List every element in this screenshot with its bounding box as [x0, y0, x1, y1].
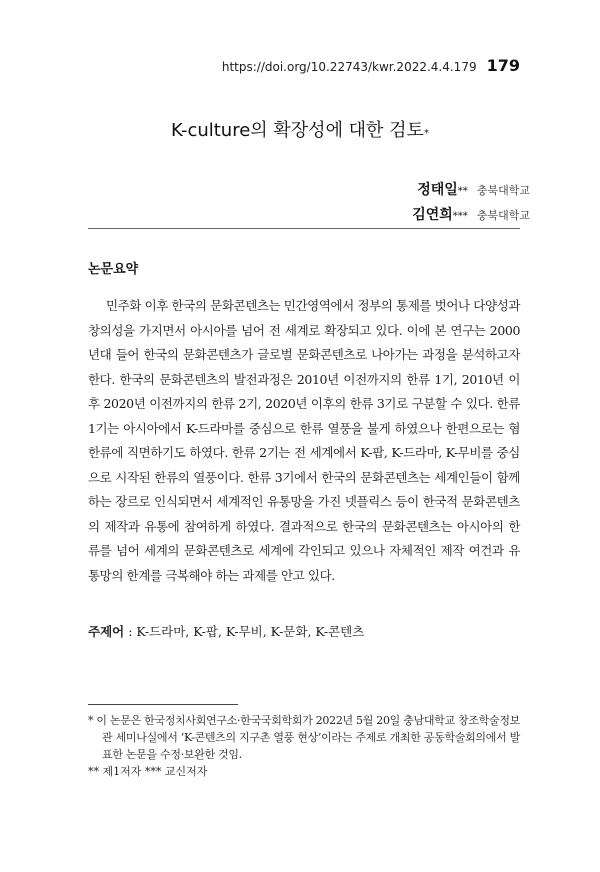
- footnote-divider: [88, 704, 238, 705]
- header-divider: [88, 228, 520, 229]
- abstract-body: 민주화 이후 한국의 문화콘텐츠는 민간영역에서 정부의 통제를 벗어나 다양성과 창의성을 가지면서 아시아를 넘어 전 세계로 확장되고 있다. 이에 본 연구는 2000년대 들어 한국의 문화콘텐츠가 글로벌 문화콘텐츠로 나아가는 과정을 분석하고자 한다. 한국의 문화콘텐츠의 발전과정은 2010년 이전까지의 한류 1기, 2010년 이후 2020년 이전까지의 한류 2기, 2020년 이후의 한류 3기로 구분할 수 있다. 한류 1기는 아시아에서 K-드라마를 중심으로 한류 열풍을 불게 하였으나 한편으로는 혐한류에 직면하기도 하였다. 한류 2기는 전 세계에서 K-팝, K-드라마, K-무비를 중심으로 시작된 한류의 열풍이다. 한류 3기에서 한국의 문화콘텐츠는 세계인들이 함께하는 장르로 인식되면서 세계적인 유통망을 가진 넷플릭스 등이 한국적 문화콘텐츠의 제작과 유통에 참여하게 하였다. 결과적으로 한국의 문화콘텐츠는 아시아의 한류를 넘어 세계의 문화콘텐츠로 세계에 각인되고 있으나 자체적인 제작 여건과 유통망의 한계를 극복해야 하는 과제를 안고 있다.: [88, 298, 520, 583]
- footnote-1: [88, 712, 520, 763]
- footnote-1-mark: *: [88, 714, 94, 727]
- author-mark: **: [457, 186, 468, 197]
- author-mark: ***: [452, 211, 468, 222]
- author-1: [412, 176, 530, 201]
- running-header: [222, 56, 520, 75]
- footnote-2: ** 제1저자 *** 교신저자: [88, 765, 208, 778]
- keywords-terms: K-드라마, K-팝, K-무비, K-문화, K-콘텐츠: [136, 624, 365, 639]
- author-name: 김연희: [412, 207, 453, 223]
- page-number: 179: [486, 56, 520, 75]
- title-footnote-mark: *: [423, 128, 429, 139]
- doi-link[interactable]: https://doi.org/10.22743/kwr.2022.4.4.179: [221, 60, 477, 74]
- title-text: K-culture의 확장성에 대한 검토: [171, 120, 424, 141]
- footnote-1-text: 이 논문은 한국정치사회연구소·한국국회학회가 2022년 5월 20일 충남대학교 창조학술정보관 세미나실에서 ‘K-콘텐츠의 지구촌 열풍 현상’이라는 주제로 개최한 공동학술회의에서 발표한 논문을 수정·보완한 것임.: [96, 714, 520, 761]
- author-list: [412, 176, 530, 226]
- keywords-separator: :: [124, 624, 137, 639]
- footnotes: [88, 712, 520, 780]
- author-affiliation: 충북대학교: [476, 209, 530, 222]
- author-name: 정태일: [417, 182, 458, 198]
- paper-title: [0, 116, 600, 142]
- keywords-line: [88, 622, 520, 640]
- abstract-heading: 논문요약: [88, 262, 139, 277]
- author-affiliation: 충북대학교: [476, 184, 530, 197]
- keywords-label: 주제어: [88, 624, 125, 639]
- author-2: [412, 201, 530, 226]
